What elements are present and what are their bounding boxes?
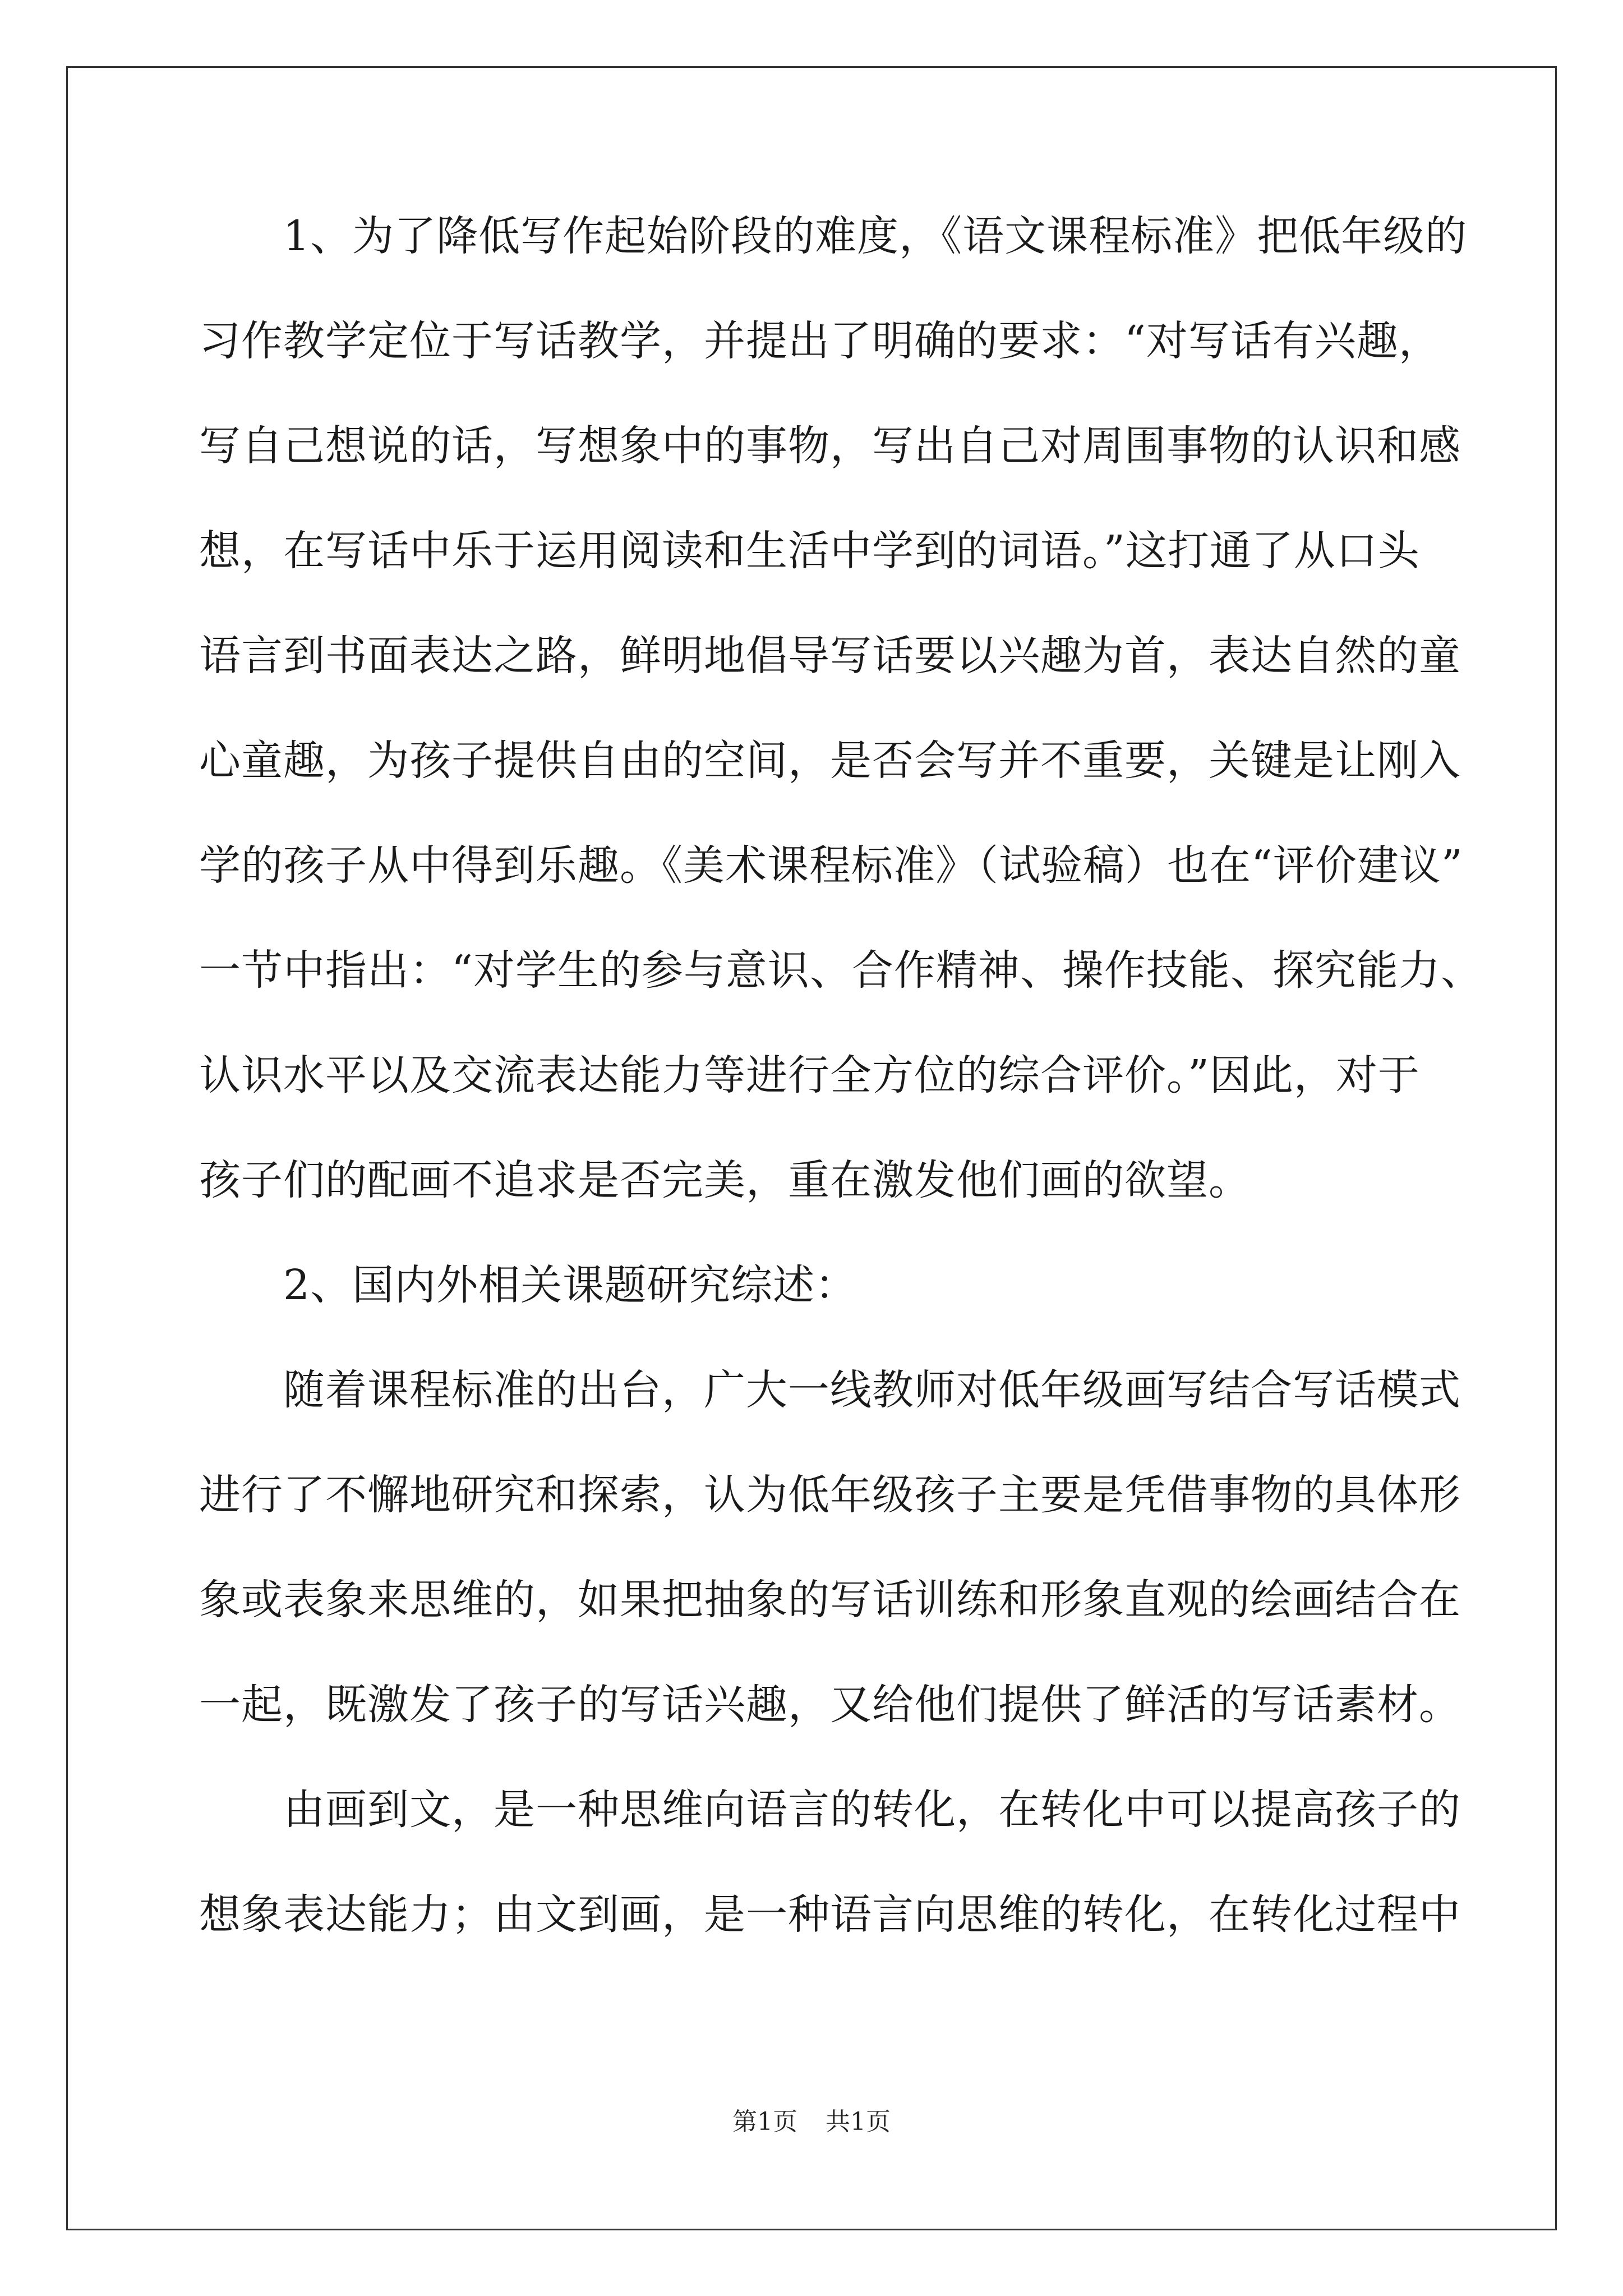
page-number: 第1页 — [732, 2108, 797, 2136]
text-line: 一起，既激发了孩子的写话兴趣，又给他们提供了鲜活的写话素材。 — [199, 1681, 1461, 1729]
section-heading: 2、国内外相关课题研究综述： — [283, 1261, 857, 1309]
page-total: 共1页 — [826, 2108, 891, 2136]
page-footer — [0, 2106, 1623, 2138]
text-line: 孩子们的配画不追求是否完美，重在激发他们画的欲望。 — [199, 1156, 1251, 1204]
text-line: 想象表达能力；由文到画，是一种语言向思维的转化，在转化过程中 — [199, 1890, 1461, 1939]
text-line: 由画到文，是一种思维向语言的转化，在转化中可以提高孩子的 — [283, 1786, 1461, 1834]
text-line: 学的孩子从中得到乐趣。《美术课程标准》（试验稿）也在“评价建议” — [199, 841, 1463, 890]
text-line: 随着课程标准的出台，广大一线教师对低年级画写结合写话模式 — [283, 1366, 1461, 1414]
text-line: 1、为了降低写作起始阶段的难度，《语文课程标准》把低年级的 — [283, 212, 1468, 260]
text-line: 进行了不懈地研究和探索，认为低年级孩子主要是凭借事物的具体形 — [199, 1471, 1461, 1519]
text-line: 习作教学定位于写话教学，并提出了明确的要求：“对写话有兴趣， — [199, 317, 1441, 365]
document-body — [199, 210, 1483, 1994]
text-line: 想，在写话中乐于运用阅读和生活中学到的词语。”这打通了从口头 — [199, 527, 1420, 575]
text-line: 象或表象来思维的，如果把抽象的写话训练和形象直观的绘画结合在 — [199, 1576, 1461, 1624]
text-line: 写自己想说的话，写想象中的事物，写出自己对周围事物的认识和感 — [199, 422, 1461, 470]
text-line: 语言到书面表达之路，鲜明地倡导写话要以兴趣为首，表达自然的童 — [199, 632, 1461, 680]
text-line: 认识水平以及交流表达能力等进行全方位的综合评价。”因此，对于 — [199, 1051, 1420, 1099]
text-line: 心童趣，为孩子提供自由的空间，是否会写并不重要，关键是让刚入 — [199, 737, 1461, 785]
text-line: 一节中指出：“对学生的参与意识、合作精神、操作技能、探究能力、 — [199, 946, 1483, 995]
